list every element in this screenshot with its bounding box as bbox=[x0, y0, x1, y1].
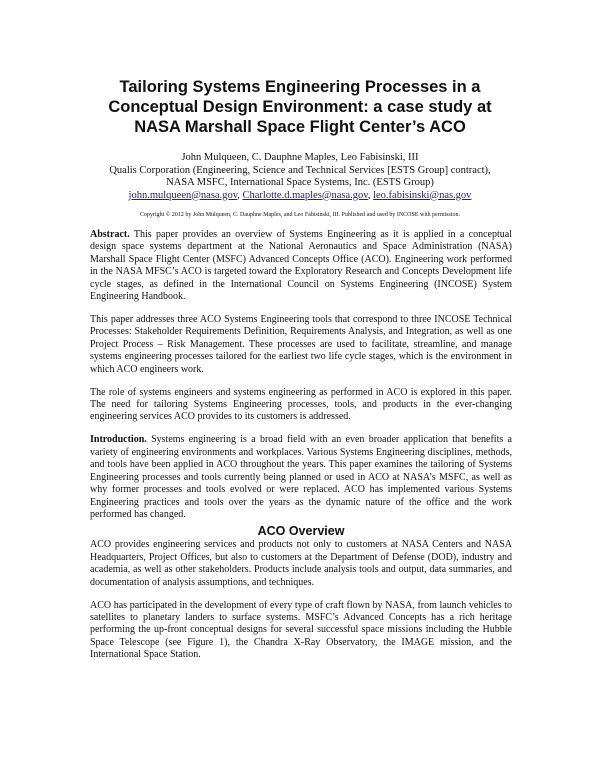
abstract-text: This paper provides an overview of Systems Engineering as it is applied in a conceptual design space systems department at the National Aeronautics and Space Administration (NASA) Marshall Space Flight Center (MSFC) Advanced Concepts Office (ACO). Engineering work performed in the NASA MFSC’s ACO is targeted toward the Exploratory Research and Concepts Development life cycle stages, as defined in the International Council on Systems Engineering (INCOSE) System Engineering Handbook. bbox=[90, 229, 512, 303]
abstract-paragraph bbox=[90, 229, 512, 303]
email-link-mulqueen[interactable]: john.mulqueen@nasa.gov bbox=[128, 189, 238, 201]
paper-title bbox=[60, 77, 540, 137]
introduction-label: Introduction. bbox=[90, 434, 147, 446]
email-link-fabisinski[interactable]: leo.fabisinski@nas.gov bbox=[373, 189, 472, 201]
email-link-maples[interactable]: Charlotte.d.maples@nasa.gov bbox=[242, 189, 368, 201]
title-line-1: Tailoring Systems Engineering Processes in a bbox=[119, 78, 481, 96]
abstract-label: Abstract. bbox=[90, 229, 130, 240]
email-separator: , bbox=[367, 189, 374, 201]
title-line-2: Conceptual Design Environment: a case study at bbox=[108, 98, 492, 116]
author-affiliation-1: Qualis Corporation (Engineering, Science and Technical Services [ESTS Group] contract), bbox=[109, 164, 491, 176]
body-paragraph: The role of systems engineers and systems engineering as performed in ACO is explored in this paper. The need for tailoring Systems Engineering processes, tools, and products in the ever-changing engineering services ACO provides to its customers is addressed. bbox=[90, 386, 512, 423]
copyright-notice: Copyright © 2012 by John Mulqueen, C. Dauphne Maples, and Leo Fabisinski, III. Published and used by INCOSE with permission. bbox=[139, 212, 461, 218]
author-names: John Mulqueen, C. Dauphne Maples, Leo Fabisinski, III bbox=[181, 152, 419, 163]
email-separator: , bbox=[237, 189, 243, 201]
body-paragraph: ACO provides engineering services and products not only to customers at NASA Centers and NASA Headquarters, Project Offices, but also to customers at the Department of Defense (DOD), industry and academia, as well as other stakeholders. Products include analysis tools and output, data summaries, and documentation of analysis assumptions, and techniques. bbox=[90, 539, 512, 588]
body-paragraph: This paper addresses three ACO Systems Engineering tools that correspond to three INCOSE Technical Processes: Stakeholder Requirements Definition, Requirements Analysis, and Integration, as well as one Project Process – Risk Management. These processes are used to facilitate, streamline, and manage systems engineering processes tailored for the earliest two life cycle stages, which is the environment in which ACO engineers work. bbox=[90, 314, 512, 375]
body-paragraph: ACO has participated in the development of every type of craft flown by NASA, from launch vehicles to satellites to planetary landers to surface systems. MSFC’s Advanced Concepts has a rich heritage performing the up-front conceptual designs for several successful space missions including the Hubble Space Telescope (see Figure 1), the Chandra X-Ray Observatory, the IMAGE mission, and the International Space Station. bbox=[90, 599, 512, 661]
introduction-paragraph bbox=[90, 434, 512, 521]
title-line-3: NASA Marshall Space Flight Center’s ACO bbox=[134, 118, 466, 136]
author-block bbox=[60, 152, 540, 202]
section-heading: ACO Overview bbox=[257, 524, 345, 539]
author-emails bbox=[60, 190, 540, 203]
introduction-text: Systems engineering is a broad field with an even broader application that benefits a variety of engineering environments and workplaces. Various Systems Engineering disciplines, methods, and tools have been applied in ACO throughout the years. This paper examines the tailoring of Systems Engineering processes and tools currently being planned or used in ACO at NASA’s MSFC, as well as why former processes and tools evolved or were replaced. ACO has implemented various Systems Engineering practices and tools over the years as the dynamic nature of the office and the work performed has changed. bbox=[90, 434, 512, 520]
author-affiliation-2: NASA MSFC, International Space Systems, Inc. (ESTS Group) bbox=[166, 177, 434, 188]
paper-body bbox=[90, 229, 512, 672]
